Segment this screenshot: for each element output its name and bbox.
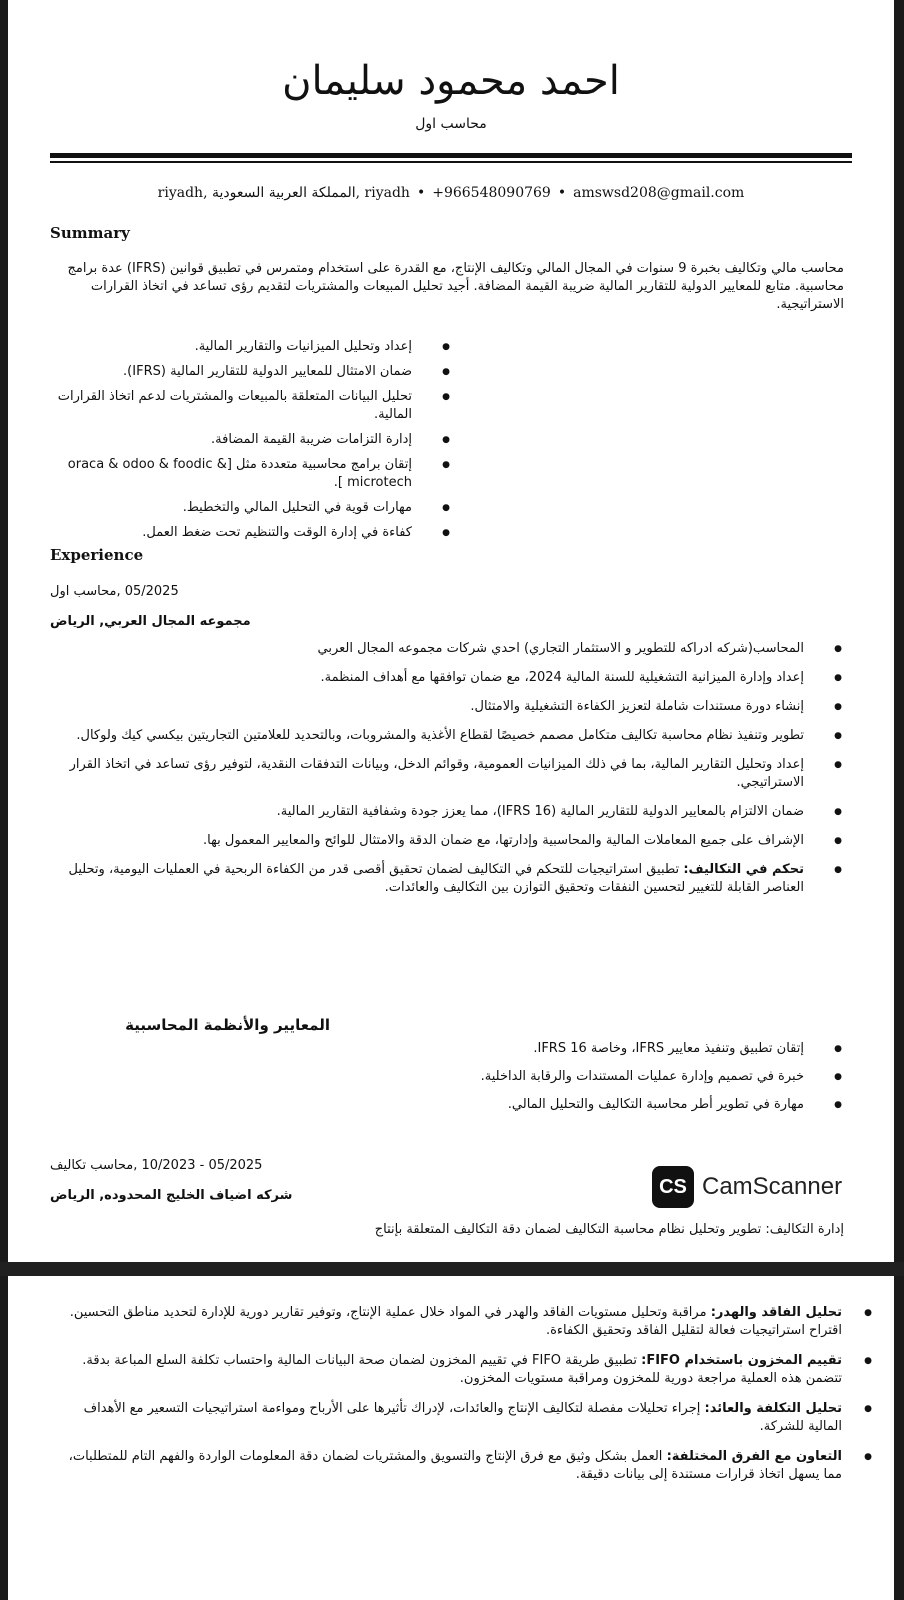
bullet-lead: تحليل التكلفة والعائد: — [704, 1401, 842, 1416]
bullet-text: تطبيق طريقة FIFO في تقييم المخزون لضمان صحة البيانات المالية واحتساب تكلفة السلع المباعة بدقة. تتضمن هذه العملية مراجعة دورية للمخزون ومراقبة مستويات المخزون. — [82, 1353, 842, 1386]
bullet-text: إجراء تحليلات مفصلة لتكاليف الإنتاج والعائدات، لإدراك تأثيرها على الأرباح ومواءمة استراتيجيات التسعير مع الأهداف المالية للشركة. — [83, 1401, 842, 1434]
summary-heading: Summary — [50, 224, 130, 242]
list-item: إعداد وإدارة الميزانية التشغيلية للسنة المالية 2024، مع ضمان توافقها مع أهداف المنظمة. ● — [50, 669, 850, 687]
list-item: ضمان الالتزام بالمعايير الدولية للتقارير المالية (IFRS 16)، مما يعزز جودة وشفافية التقارير المالية. ● — [50, 803, 850, 821]
list-item: إدارة التزامات ضريبة القيمة المضافة. ● — [50, 431, 450, 449]
list-item: مهارات قوية في التحليل المالي والتخطيط. ● — [50, 499, 450, 517]
list-item: كفاءة في إدارة الوقت والتنظيم تحت ضغط العمل. ● — [50, 524, 450, 542]
job2-cutoff-line: إدارة التكاليف: تطوير وتحليل نظام محاسبة التكاليف لضمان دقة التكاليف المتعلقة بإنتاج — [374, 1222, 844, 1237]
bullet-lead: تقييم المخزون باستخدام FIFO: — [641, 1353, 842, 1368]
camscanner-logo-icon: CS — [652, 1166, 694, 1208]
bullet-text: مراقبة وتحليل مستويات الفاقد والهدر في المواد خلال عملية الإنتاج، وتوفير تقارير دورية للإدارة لتحديد مناطق التحسين. اقتراح استراتيجيات فعالة لتقليل الفاقد وتحقيق الكفاءة. — [69, 1305, 842, 1338]
job2-title-line: محاسب تكاليف, 10/2023 - 05/2025 — [50, 1158, 263, 1173]
contact-email: amswsd208@gmail.com — [573, 185, 745, 201]
cost-control-text: تطبيق استراتيجيات للتحكم في التكاليف لضمان تحقيق أقصى قدر من الكفاءة الربحية في العمليات اليومية، وتحليل العناصر القابلة للتغيير لتحسين النفقات وتحقيق التوازن بين التكاليف والعائدات. — [68, 862, 804, 895]
list-item: إتقان برامج محاسبية متعددة مثل [oraca & odoo & foodic & microtech ]. ● — [50, 456, 450, 492]
bullet-separator: • — [416, 185, 426, 201]
job2-bullets — [50, 1304, 880, 1496]
cost-control-lead: تحكم في التكاليف: — [683, 862, 804, 877]
job1-bullets — [50, 640, 850, 908]
header-rule-thin — [50, 161, 852, 163]
job1-company: مجموعه المجال العربي, الرياض — [50, 614, 251, 629]
experience-heading: Experience — [50, 546, 144, 564]
list-item: إنشاء دورة مستندات شاملة لتعزيز الكفاءة التشغيلية والامتثال. ● — [50, 698, 850, 716]
list-item: إعداد وتحليل الميزانيات والتقارير المالية. ● — [50, 338, 450, 356]
bullet-lead: تحليل الفاقد والهدر: — [710, 1305, 842, 1320]
job1-title: محاسب اول — [50, 584, 117, 599]
list-item — [50, 861, 850, 897]
list-item — [50, 1352, 880, 1388]
job2-company: شركه اضياف الخليج المحدوده, الرياض — [50, 1188, 293, 1203]
job1-date: 05/2025 — [124, 584, 179, 599]
list-item: ضمان الامتثال للمعايير الدولية للتقارير المالية (IFRS). ● — [50, 363, 450, 381]
list-item: إتقان تطبيق وتنفيذ معايير IFRS، وخاصة IFRS 16. ● — [50, 1040, 850, 1058]
list-item: مهارة في تطوير أطر محاسبة التكاليف والتحليل المالي. ● — [50, 1096, 850, 1114]
job1-title-line: محاسب اول, 05/2025 — [50, 584, 179, 599]
list-item: خبرة في تصميم وإدارة عمليات المستندات والرقابة الداخلية. ● — [50, 1068, 850, 1086]
bullet-separator: • — [557, 185, 567, 201]
job2-title: محاسب تكاليف — [50, 1158, 134, 1173]
list-item: إعداد وتحليل التقارير المالية، بما في ذلك الميزانيات العمومية، وقوائم الدخل، وبيانات التدفقات النقدية، لتوفير رؤى تساعد في اتخاذ القرار الاستراتيجي. ● — [50, 756, 850, 792]
list-item — [50, 1400, 880, 1436]
contact-line — [8, 185, 894, 201]
candidate-name: احمد محمود سليمان — [282, 58, 620, 104]
standards-bullets — [50, 1040, 850, 1124]
camscanner-label: CamScanner — [702, 1173, 843, 1200]
standards-heading: المعايير والأنظمة المحاسبية — [125, 1016, 330, 1034]
page-separator — [0, 1262, 904, 1276]
resume-page-1 — [8, 0, 894, 1262]
list-item: الإشراف على جميع المعاملات المالية والمحاسبية وإدارتها، مع ضمان الدقة والامتثال للوائح والمعايير المعمول بها. ● — [50, 832, 850, 850]
header-rule-thick — [50, 153, 852, 158]
list-item — [50, 1304, 880, 1340]
candidate-role: محاسب اول — [415, 116, 487, 132]
bullet-text: العمل بشكل وثيق مع فرق الإنتاج والتسويق والمشتريات لضمان دقة المعلومات الواردة والفهم التام للمتطلبات، مما يسهل اتخاذ قرارات مستندة إلى بيانات دقيقة. — [68, 1449, 842, 1482]
summary-bullets — [50, 338, 450, 549]
bullet-lead: التعاون مع الفرق المختلفة: — [666, 1449, 842, 1464]
list-item: المحاسب(شركه ادراكه للتطوير و الاستثمار التجاري) احدي شركات مجموعه المجال العربي ● — [50, 640, 850, 658]
job2-date: 10/2023 - 05/2025 — [141, 1158, 263, 1173]
camscanner-watermark — [652, 1166, 842, 1208]
list-item: تطوير وتنفيذ نظام محاسبة تكاليف متكامل مصمم خصيصًا لقطاع الأغذية والمشروبات، وبالتحديد للعلامتين التجاريتين بيكسي كيك ولوكال. ● — [50, 727, 850, 745]
summary-paragraph: محاسب مالي وتكاليف بخبرة 9 سنوات في المجال المالي وتكاليف الإنتاج، مع القدرة على استخدام ومتمرس في تطبيق قوانين (IFRS) عدة برامج محاسبية. متابع للمعايير الدولية للتقارير المالية ضريبة القيمة المضافة. أجيد تحليل المبيعات والمشتريات لتقديم رؤى تساعد في اتخاذ القرارات الاستراتيجية. — [67, 261, 844, 312]
resume-page-2 — [8, 1276, 894, 1600]
contact-location: riyadh, المملكة العربية السعودية, riyadh — [157, 185, 410, 201]
list-item — [50, 1448, 880, 1484]
contact-phone: +966548090769 — [432, 185, 551, 201]
list-item: تحليل البيانات المتعلقة بالمبيعات والمشتريات لدعم اتخاذ القرارات المالية. ● — [50, 388, 450, 424]
